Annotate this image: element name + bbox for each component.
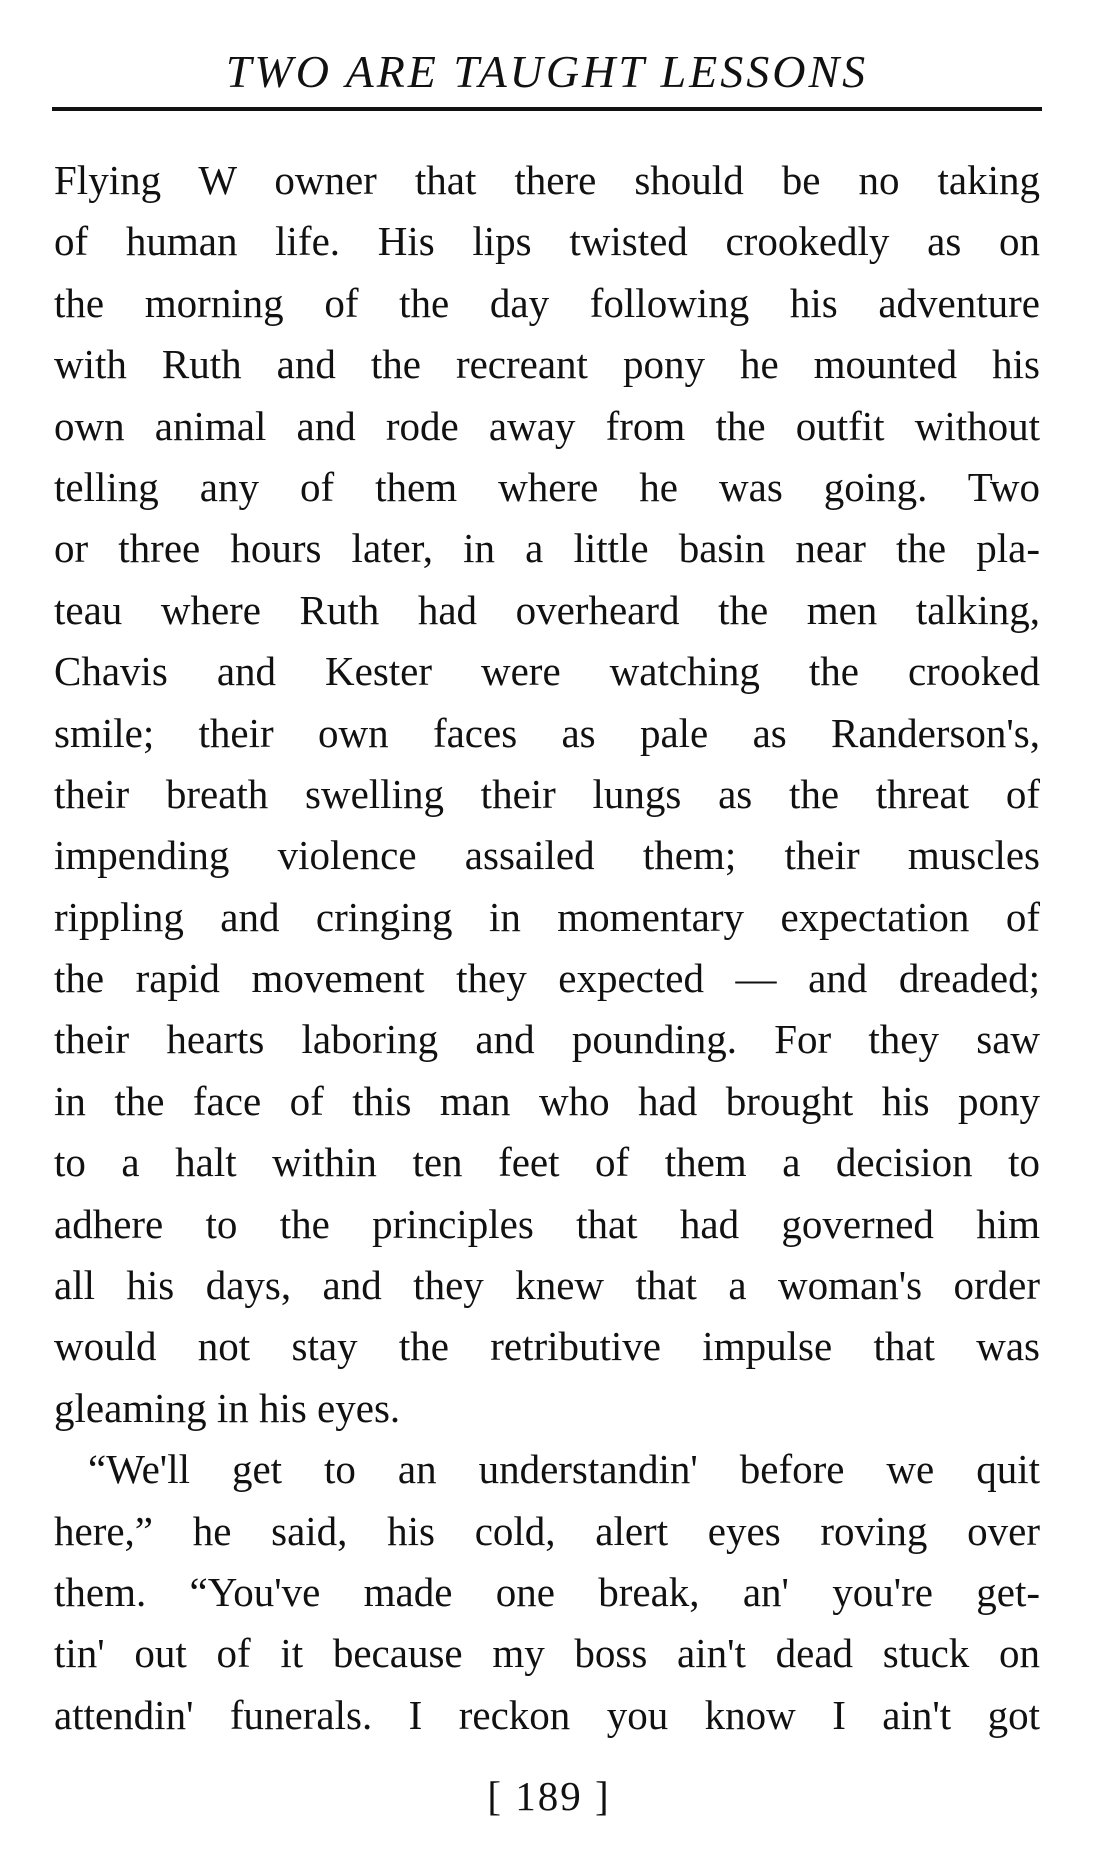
text-line: would not stay the retributive impulse that was: [54, 1323, 1040, 1370]
text-line: own animal and rode away from the outfit without: [54, 402, 1040, 449]
text-line: to a halt within ten feet of them a decision to: [54, 1139, 1040, 1186]
text-line: rippling and cringing in momentary expectation of: [54, 893, 1040, 940]
text-line: gleaming in his eyes.: [54, 1384, 401, 1431]
text-line: teau where Ruth had overheard the men talking,: [54, 586, 1040, 633]
paragraph-2: [54, 1439, 1040, 1746]
text-line: “We'll get to an understandin' before we quit: [88, 1446, 1040, 1493]
text-line: or three hours later, in a little basin near the pla-: [54, 525, 1040, 572]
text-line: impending violence assailed them; their muscles: [54, 832, 1040, 879]
paragraph-1: [54, 150, 1040, 1439]
text-line: all his days, and they knew that a woman's order: [54, 1262, 1040, 1309]
text-line: with Ruth and the recreant pony he mounted his: [54, 341, 1040, 388]
text-line: in the face of this man who had brought his pony: [54, 1077, 1040, 1124]
page-number: [ 189 ]: [487, 1773, 611, 1819]
text-line: Chavis and Kester were watching the crooked: [54, 648, 1040, 695]
text-line: their breath swelling their lungs as the threat of: [54, 770, 1040, 817]
text-line: the rapid movement they expected — and dreaded;: [54, 955, 1040, 1002]
text-line: Flying W owner that there should be no taking: [54, 157, 1040, 203]
text-line: smile; their own faces as pale as Randerson's,: [54, 709, 1040, 756]
text-line: of human life. His lips twisted crookedly as on: [54, 218, 1040, 265]
text-line: adhere to the principles that had governed him: [54, 1200, 1040, 1247]
body-text: [54, 150, 1040, 1746]
text-line: telling any of them where he was going. Two: [54, 463, 1040, 510]
text-line: tin' out of it because my boss ain't dead stuck on: [54, 1630, 1040, 1677]
text-line: attendin' funerals. I reckon you know I ain't got: [54, 1691, 1040, 1738]
text-line: the morning of the day following his adventure: [54, 279, 1040, 326]
text-line: their hearts laboring and pounding. For they saw: [54, 1016, 1040, 1063]
text-line: them. “You've made one break, an' you're get-: [54, 1568, 1040, 1615]
running-head: TWO ARE TAUGHT LESSONS: [225, 46, 869, 97]
text-line: here,” he said, his cold, alert eyes roving over: [54, 1507, 1040, 1554]
header-rule: [52, 107, 1042, 111]
